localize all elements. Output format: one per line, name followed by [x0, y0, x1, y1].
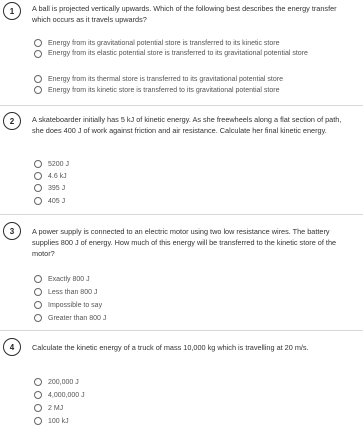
- q2-option-1[interactable]: [34, 159, 69, 169]
- radio-button[interactable]: [34, 314, 42, 322]
- question-2-stem: A skateboarder initially has 5 kJ of kinetic energy. As she freewheels along a flat section of path, she does 400 J of work against friction and air resistance. Calculate her final kinetic energy.: [32, 115, 342, 135]
- option-label: 4,000,000 J: [48, 391, 85, 399]
- radio-button[interactable]: [34, 160, 42, 168]
- radio-button[interactable]: [34, 301, 42, 309]
- option-label: Energy from its elastic potential store is transferred to its gravitational potential store: [48, 50, 308, 57]
- q2-option-3[interactable]: [34, 183, 65, 193]
- option-label: 5200 J: [48, 160, 70, 168]
- q1-option-2[interactable]: [34, 49, 348, 59]
- radio-button[interactable]: [34, 391, 42, 399]
- question-number-3: 3: [3, 222, 21, 240]
- option-label: 200,000 J: [48, 378, 79, 386]
- radio-button[interactable]: [34, 378, 42, 386]
- radio-button[interactable]: [34, 275, 42, 283]
- radio-button[interactable]: [34, 417, 42, 425]
- radio-button[interactable]: [34, 404, 42, 412]
- option-label: Greater than 800 J: [48, 314, 107, 322]
- option-label: 395 J: [48, 184, 66, 192]
- radio-button[interactable]: [34, 184, 42, 192]
- radio-button[interactable]: [34, 39, 42, 47]
- question-4-stem: Calculate the kinetic energy of a truck of mass 10,000 kg which is travelling at 20 m/s.: [32, 343, 309, 352]
- divider: [0, 214, 363, 215]
- divider: [0, 105, 363, 106]
- question-number-2: 2: [3, 112, 21, 130]
- radio-button[interactable]: [34, 197, 42, 205]
- question-number-4: 4: [3, 338, 21, 356]
- radio-button[interactable]: [34, 75, 42, 83]
- q2-option-4[interactable]: [34, 196, 65, 206]
- option-label: 4.6 kJ: [48, 172, 67, 180]
- q4-option-2[interactable]: [34, 390, 85, 400]
- q1-option-4[interactable]: [34, 85, 280, 95]
- q1-option-1[interactable]: [34, 38, 280, 48]
- q3-option-3[interactable]: [34, 300, 102, 310]
- option-label: Energy from its kinetic store is transferred to its gravitational potential store: [48, 86, 280, 94]
- question-3-stem: A power supply is connected to an electric motor using two low resistance wires. The battery supplies 800 J of energy. How much of this energy will be transferred to the kinetic store of the motor?: [32, 227, 337, 258]
- radio-button[interactable]: [34, 50, 42, 58]
- radio-button[interactable]: [34, 86, 42, 94]
- q3-option-2[interactable]: [34, 287, 97, 297]
- option-label: 405 J: [48, 197, 66, 205]
- question-number-1: 1: [3, 2, 21, 20]
- question-1-stem: A ball is projected vertically upwards. Which of the following best describes the energy transfer which occurs as it travels upwards?: [32, 4, 337, 24]
- q3-option-4[interactable]: [34, 313, 106, 323]
- option-label: Exactly 800 J: [48, 275, 90, 283]
- q4-option-3[interactable]: [34, 403, 63, 413]
- option-label: Impossible to say: [48, 301, 103, 309]
- divider: [0, 330, 363, 331]
- option-label: 100 kJ: [48, 417, 69, 425]
- radio-button[interactable]: [34, 288, 42, 296]
- radio-button[interactable]: [34, 172, 42, 180]
- option-label: Energy from its gravitational potential store is transferred to its kinetic store: [48, 39, 280, 47]
- option-label: 2 MJ: [48, 404, 64, 412]
- q2-option-2[interactable]: [34, 171, 67, 181]
- option-label: Energy from its thermal store is transferred to its gravitational potential store: [48, 75, 283, 83]
- q4-option-4[interactable]: [34, 416, 69, 426]
- q4-option-1[interactable]: [34, 377, 79, 387]
- q1-option-3[interactable]: [34, 74, 283, 84]
- q3-option-1[interactable]: [34, 274, 90, 284]
- option-label: Less than 800 J: [48, 288, 98, 296]
